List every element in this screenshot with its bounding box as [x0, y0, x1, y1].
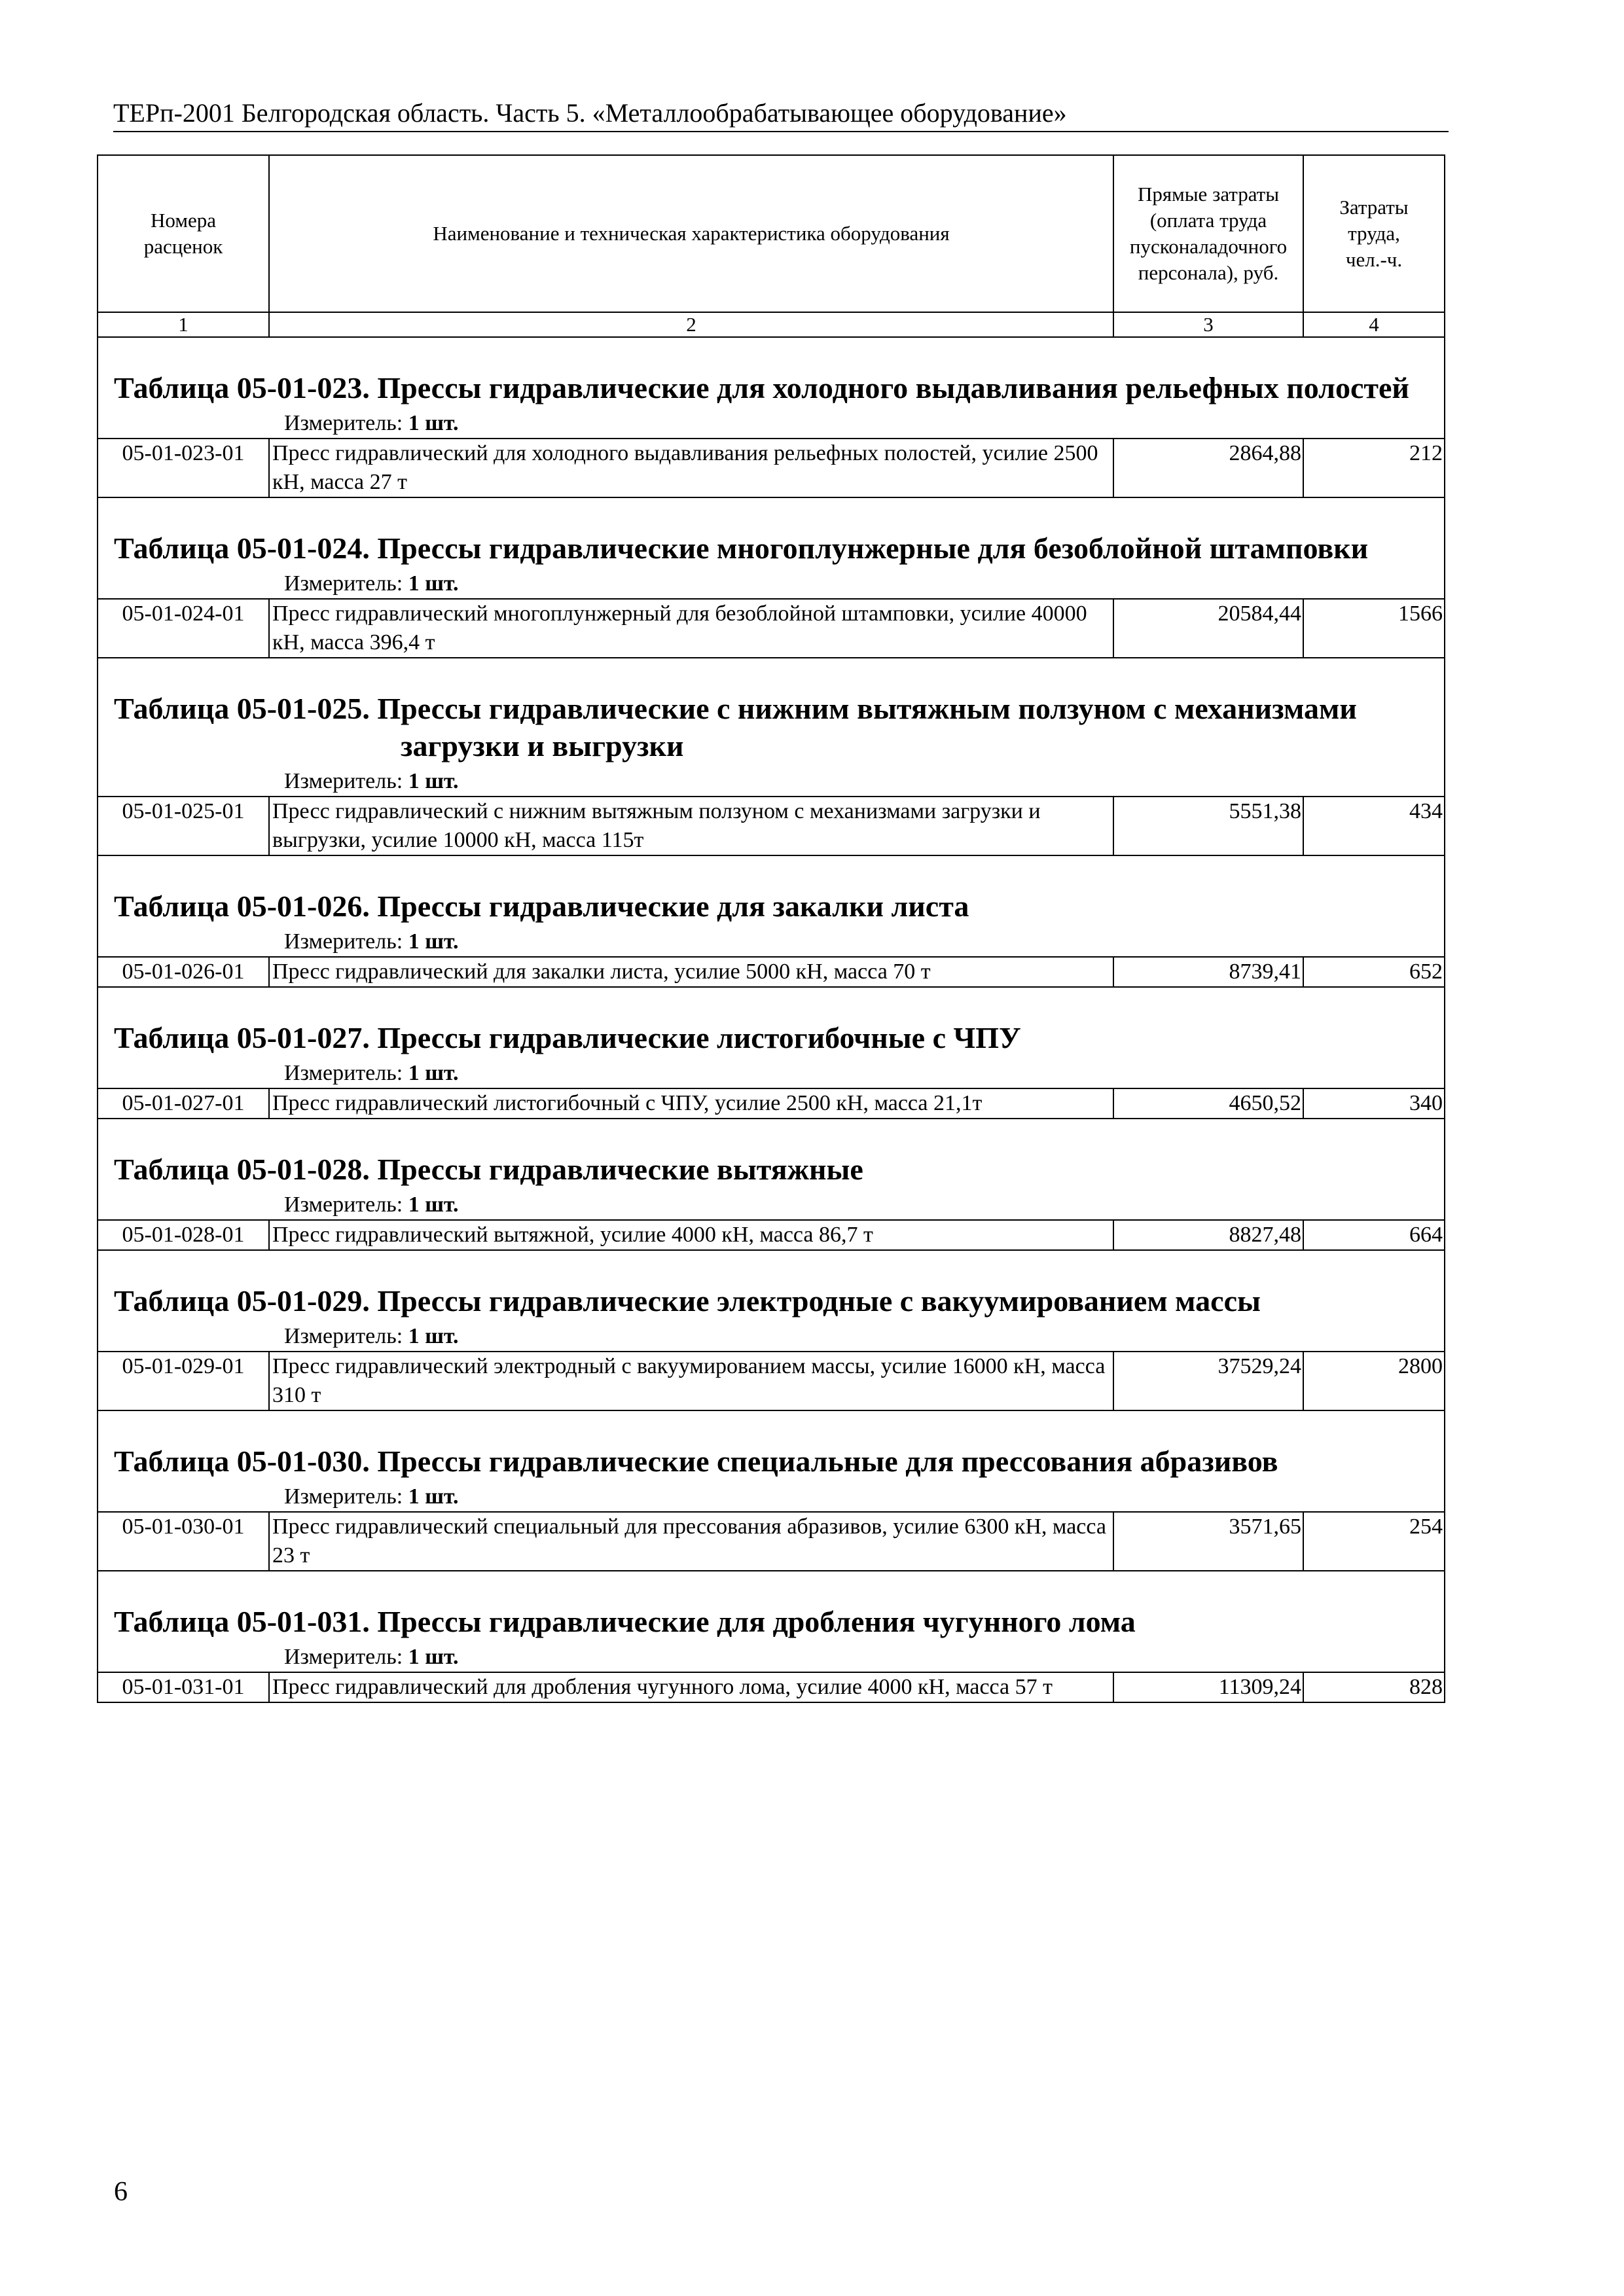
measure-line	[114, 1322, 1418, 1351]
equipment-name: Пресс гидравлический листогибочный с ЧПУ, усилие 2500 кН, масса 21,1т	[269, 1088, 1113, 1119]
section-cell	[98, 1119, 1445, 1220]
table-row	[98, 1352, 1445, 1410]
measure-value: 1 шт.	[408, 411, 459, 435]
measure-line	[114, 1191, 1418, 1219]
measure-line	[114, 927, 1418, 956]
measure-value: 1 шт.	[408, 571, 459, 596]
table-row	[98, 1088, 1445, 1119]
measure-label: Измеритель:	[284, 571, 403, 596]
measure-value: 1 шт.	[408, 1484, 459, 1509]
table-row	[98, 1220, 1445, 1250]
table-body	[98, 337, 1445, 1702]
labor-cost: 212	[1303, 439, 1445, 497]
direct-cost: 8827,48	[1113, 1220, 1303, 1250]
table-section-header	[98, 658, 1445, 797]
labor-cost: 664	[1303, 1220, 1445, 1250]
rates-table	[97, 154, 1445, 1703]
equipment-name: Пресс гидравлический для дробления чугунного лома, усилие 4000 кН, масса 57 т	[269, 1672, 1113, 1702]
measure-line	[114, 1643, 1418, 1672]
equipment-name: Пресс гидравлический для холодного выдавливания рельефных полостей, усилие 2500 кН, масса 27 т	[269, 439, 1113, 497]
table-row	[98, 957, 1445, 987]
table-section-header	[98, 337, 1445, 439]
column-number-row	[98, 312, 1445, 337]
measure-line	[114, 409, 1418, 438]
table-row	[98, 1672, 1445, 1702]
labor-cost: 828	[1303, 1672, 1445, 1702]
rate-code: 05-01-027-01	[98, 1088, 269, 1119]
direct-cost: 20584,44	[1113, 599, 1303, 658]
column-number: 1	[98, 312, 269, 337]
measure-label: Измеритель:	[284, 1061, 403, 1085]
measure-value: 1 шт.	[408, 929, 459, 954]
measure-line	[114, 767, 1418, 796]
direct-cost: 11309,24	[1113, 1672, 1303, 1702]
rate-code: 05-01-023-01	[98, 439, 269, 497]
section-cell	[98, 1571, 1445, 1672]
measure-label: Измеритель:	[284, 411, 403, 435]
measure-value: 1 шт.	[408, 769, 459, 793]
equipment-name: Пресс гидравлический вытяжной, усилие 4000 кН, масса 86,7 т	[269, 1220, 1113, 1250]
section-title: Таблица 05-01-026. Прессы гидравлические для закалки листа	[114, 889, 969, 923]
section-cell	[98, 337, 1445, 439]
page-number: 6	[114, 2177, 128, 2207]
labor-cost: 434	[1303, 797, 1445, 855]
section-cell	[98, 987, 1445, 1088]
section-cell	[98, 1250, 1445, 1352]
equipment-name: Пресс гидравлический электродный с вакуумированием массы, усилие 16000 кН, масса 310 т	[269, 1352, 1113, 1410]
rate-code: 05-01-031-01	[98, 1672, 269, 1702]
labor-cost: 340	[1303, 1088, 1445, 1119]
measure-label: Измеритель:	[284, 1324, 403, 1348]
measure-value: 1 шт.	[408, 1645, 459, 1669]
direct-cost: 8739,41	[1113, 957, 1303, 987]
rate-code: 05-01-029-01	[98, 1352, 269, 1410]
equipment-name: Пресс гидравлический для закалки листа, усилие 5000 кН, масса 70 т	[269, 957, 1113, 987]
rate-code: 05-01-025-01	[98, 797, 269, 855]
equipment-name: Пресс гидравлический специальный для прессования абразивов, усилие 6300 кН, масса 23 т	[269, 1512, 1113, 1571]
column-number: 2	[269, 312, 1113, 337]
rate-code: 05-01-030-01	[98, 1512, 269, 1571]
measure-value: 1 шт.	[408, 1324, 459, 1348]
section-cell	[98, 1410, 1445, 1512]
table-row	[98, 797, 1445, 855]
measure-line	[114, 569, 1418, 598]
labor-cost: 254	[1303, 1512, 1445, 1571]
table-section-header	[98, 987, 1445, 1088]
table-section-header	[98, 1250, 1445, 1352]
column-header-labor: Затраты труда, чел.-ч.	[1303, 155, 1445, 312]
column-header-codes: Номера расценок	[98, 155, 269, 312]
measure-label: Измеритель:	[284, 929, 403, 954]
table-section-header	[98, 1571, 1445, 1672]
section-title: Таблица 05-01-031. Прессы гидравлические для дробления чугунного лома	[114, 1605, 1136, 1638]
rate-code: 05-01-026-01	[98, 957, 269, 987]
column-header-name: Наименование и техническая характеристика оборудования	[269, 155, 1113, 312]
section-title: Таблица 05-01-024. Прессы гидравлические многоплунжерные для безоблойной штамповки	[114, 531, 1369, 565]
page-header: ТЕРп-2001 Белгородская область. Часть 5. «Металлообрабатывающее оборудование»	[113, 97, 1449, 132]
section-title: Таблица 05-01-030. Прессы гидравлические специальные для прессования абразивов	[114, 1444, 1278, 1478]
measure-label: Измеритель:	[284, 1645, 403, 1669]
column-number: 3	[1113, 312, 1303, 337]
measure-value: 1 шт.	[408, 1061, 459, 1085]
rate-code: 05-01-028-01	[98, 1220, 269, 1250]
table-section-header	[98, 497, 1445, 599]
measure-label: Измеритель:	[284, 1484, 403, 1509]
direct-cost: 3571,65	[1113, 1512, 1303, 1571]
labor-cost: 1566	[1303, 599, 1445, 658]
table-row	[98, 599, 1445, 658]
section-title: Таблица 05-01-025. Прессы гидравлические с нижним вытяжным ползуном с механизмами загрузки и выгрузки	[114, 692, 1357, 762]
section-title: Таблица 05-01-029. Прессы гидравлические электродные с вакуумированием массы	[114, 1284, 1261, 1318]
direct-cost: 5551,38	[1113, 797, 1303, 855]
labor-cost: 2800	[1303, 1352, 1445, 1410]
direct-cost: 37529,24	[1113, 1352, 1303, 1410]
section-cell	[98, 855, 1445, 957]
measure-line	[114, 1482, 1418, 1511]
table-header-row	[98, 155, 1445, 312]
table-section-header	[98, 1410, 1445, 1512]
table-row	[98, 1512, 1445, 1571]
table-section-header	[98, 855, 1445, 957]
section-title: Таблица 05-01-027. Прессы гидравлические листогибочные с ЧПУ	[114, 1021, 1021, 1054]
section-cell	[98, 658, 1445, 797]
direct-cost: 4650,52	[1113, 1088, 1303, 1119]
measure-label: Измеритель:	[284, 769, 403, 793]
rate-code: 05-01-024-01	[98, 599, 269, 658]
section-cell	[98, 497, 1445, 599]
measure-line	[114, 1059, 1418, 1088]
section-title: Таблица 05-01-028. Прессы гидравлические вытяжные	[114, 1153, 863, 1186]
column-header-cost: Прямые затраты (оплата труда пусконаладочного персонала), руб.	[1113, 155, 1303, 312]
table-row	[98, 439, 1445, 497]
column-number: 4	[1303, 312, 1445, 337]
equipment-name: Пресс гидравлический с нижним вытяжным ползуном с механизмами загрузки и выгрузки, усилие 10000 кН, масса 115т	[269, 797, 1113, 855]
equipment-name: Пресс гидравлический многоплунжерный для безоблойной штамповки, усилие 40000 кН, масса 396,4 т	[269, 599, 1113, 658]
labor-cost: 652	[1303, 957, 1445, 987]
table-section-header	[98, 1119, 1445, 1220]
measure-value: 1 шт.	[408, 1193, 459, 1217]
measure-label: Измеритель:	[284, 1193, 403, 1217]
direct-cost: 2864,88	[1113, 439, 1303, 497]
section-title: Таблица 05-01-023. Прессы гидравлические для холодного выдавливания рельефных полостей	[114, 371, 1409, 404]
